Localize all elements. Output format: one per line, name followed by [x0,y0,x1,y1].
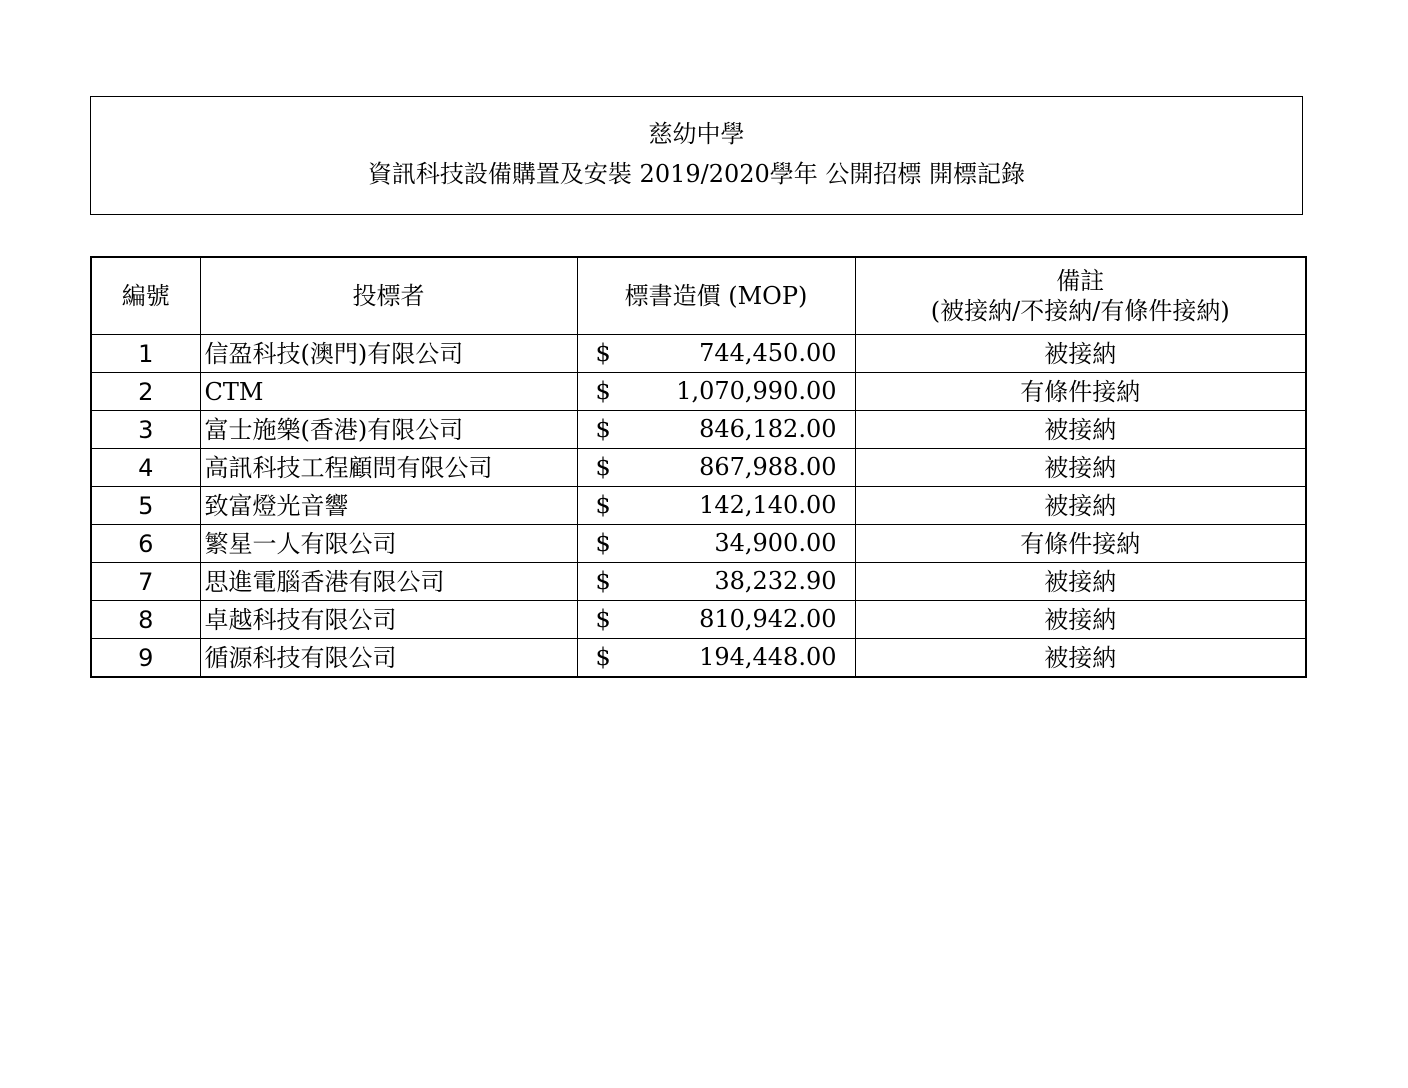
row-bidder: 卓越科技有限公司 [200,601,577,639]
row-no: 6 [91,525,200,563]
currency-symbol: $ [595,567,611,595]
row-remark: 被接納 [855,411,1306,449]
table-row [91,601,1306,639]
row-price [577,525,855,563]
row-no: 9 [91,639,200,678]
price-amount: 810,942.00 [699,605,837,633]
table-row [91,525,1306,563]
row-no: 8 [91,601,200,639]
row-price [577,411,855,449]
header-remark-title: 備註 [1056,267,1105,295]
row-price [577,373,855,411]
header-bidder: 投標者 [200,257,577,335]
row-price [577,449,855,487]
header-no: 編號 [91,257,200,335]
row-bidder: 思進電腦香港有限公司 [200,563,577,601]
table-header-row [91,257,1306,335]
row-price [577,563,855,601]
header-remark [855,257,1306,335]
row-price [577,335,855,373]
row-no: 2 [91,373,200,411]
currency-symbol: $ [595,491,611,519]
row-no: 4 [91,449,200,487]
header-price: 標書造價 (MOP) [577,257,855,335]
currency-symbol: $ [595,377,611,405]
row-price [577,487,855,525]
price-amount: 1,070,990.00 [676,377,837,405]
row-bidder: 富士施樂(香港)有限公司 [200,411,577,449]
price-amount: 867,988.00 [699,453,837,481]
row-no: 3 [91,411,200,449]
row-bidder: 信盈科技(澳門)有限公司 [200,335,577,373]
price-amount: 744,450.00 [699,339,837,367]
bid-opening-table [90,256,1307,678]
row-no: 1 [91,335,200,373]
price-amount: 38,232.90 [714,567,837,595]
currency-symbol: $ [595,529,611,557]
row-bidder: 繁星一人有限公司 [200,525,577,563]
table-row [91,639,1306,678]
table-row [91,487,1306,525]
school-name: 慈幼中學 [648,120,745,148]
table-row [91,373,1306,411]
price-amount: 142,140.00 [699,491,837,519]
row-remark: 被接納 [855,601,1306,639]
table-row [91,449,1306,487]
row-remark: 被接納 [855,487,1306,525]
row-price [577,639,855,678]
row-bidder: 致富燈光音響 [200,487,577,525]
document-title: 資訊科技設備購置及安裝 2019/2020學年 公開招標 開標記錄 [367,160,1026,188]
row-remark: 有條件接納 [855,525,1306,563]
row-remark: 被接納 [855,563,1306,601]
table-row [91,335,1306,373]
price-amount: 846,182.00 [699,415,837,443]
table-row [91,563,1306,601]
row-bidder: 循源科技有限公司 [200,639,577,678]
row-bidder: CTM [200,373,577,411]
row-remark: 被接納 [855,335,1306,373]
currency-symbol: $ [595,415,611,443]
document-header [90,96,1303,215]
price-amount: 194,448.00 [699,643,837,671]
row-price [577,601,855,639]
row-remark: 有條件接納 [855,373,1306,411]
currency-symbol: $ [595,643,611,671]
currency-symbol: $ [595,339,611,367]
currency-symbol: $ [595,605,611,633]
row-remark: 被接納 [855,449,1306,487]
header-remark-options: (被接納/不接納/有條件接納) [930,297,1230,325]
table-row [91,411,1306,449]
row-remark: 被接納 [855,639,1306,678]
row-bidder: 高訊科技工程顧問有限公司 [200,449,577,487]
row-no: 5 [91,487,200,525]
currency-symbol: $ [595,453,611,481]
price-amount: 34,900.00 [714,529,837,557]
row-no: 7 [91,563,200,601]
